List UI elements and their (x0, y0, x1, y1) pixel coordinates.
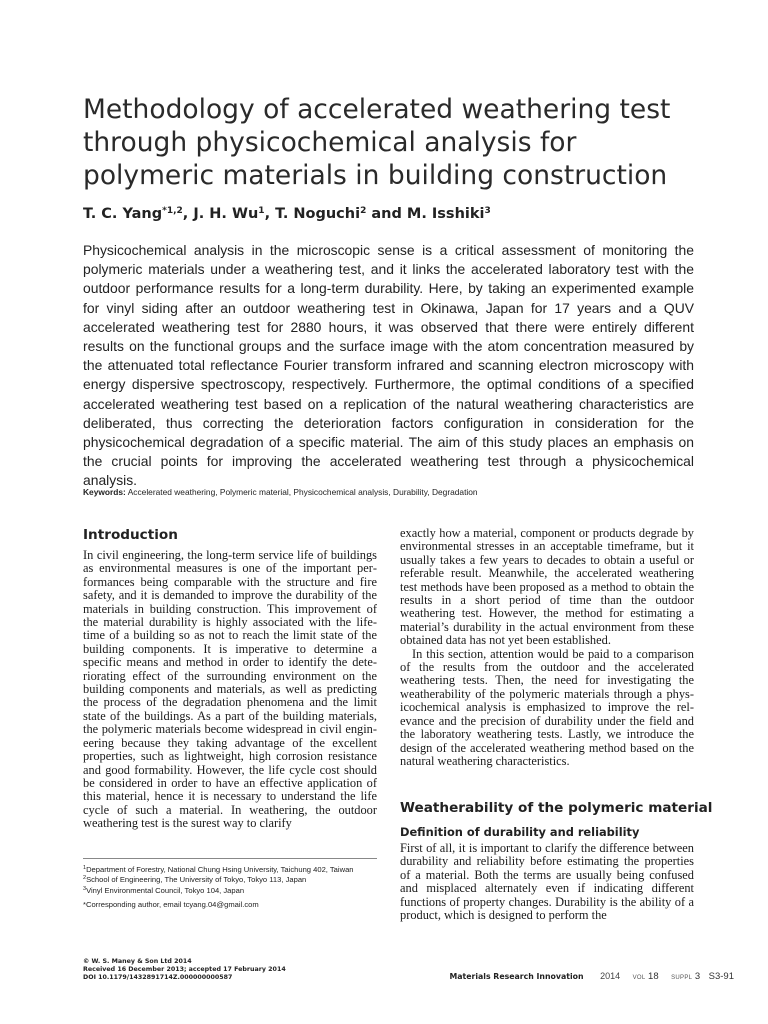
footnotes (83, 864, 377, 910)
keywords-label: Keywords: (83, 487, 126, 497)
author-name: T. C. Yang (83, 206, 163, 222)
footnote-affiliation (83, 885, 377, 895)
footnote-text: School of Engineering, The University of Tokyo, Tokyo 113, Japan (86, 875, 307, 885)
body-paragraph: In this section, attention would be paid to a comparison of the results from the outdoor and the accelerated weathering tests. Then, the need for investigating the weatherability of the polymeric materials through a physicochemical analysis is emphasized to improve the relevance and the precision of durability under the field and the laboratory weathering tests. Lastly, we introduce the design of the accelerated weathering method based on the natural weathering characteristics. (400, 646, 694, 768)
received-dates: Received 16 December 2013; accepted 17 February 2014 (83, 966, 286, 974)
footnote-mark: 3 (83, 885, 87, 892)
section-heading-weatherability: Weatherability of the polymeric material (400, 800, 713, 816)
footnote-text: Vinyl Environmental Council, Tokyo 104, Japan (86, 885, 245, 895)
author-list (83, 206, 703, 222)
subsection-heading-durability: Definition of durability and reliability (400, 825, 640, 839)
keywords (83, 487, 723, 497)
footnote-text: Department of Forestry, National Chung Hsing University, Taichung 402, Taiwan (86, 865, 354, 874)
footnote-mark: 2 (83, 875, 87, 882)
journal-year: 2014 (600, 971, 621, 981)
body-paragraph: First of all, it is important to clarify the difference between durability and reliability before estimating the properties of a material. Both the terms are usually being confused and misplaced alternately even if indicating different functions of property changes. Durability is the ability of a product, which is designed to perform the (400, 841, 694, 923)
section-heading-introduction: Introduction (83, 527, 178, 543)
keywords-list: Accelerated weathering, Polymeric material, Physicochemical analysis, Durability, Degradation (127, 487, 478, 497)
supplement-label: SUPPL (671, 975, 693, 981)
abstract: Physicochemical analysis in the microscopic sense is a critical assessment of monitoring the polymeric materials under a weathering test, and it links the accelerated laboratory test with the outdoor performance results for a long-term durability. Here, by taking an experimented example for vinyl siding after an outdoor weathering test in Okinawa, Japan for 17 years and a QUV accelerated weathering test for 2880 hours, it was observed that there were entirely different results on the functional groups and the surface image with the atom concentration measured by the attenuated total reflectance Fourier transform infrared and scanning electron microscopy with energy dispersive spectroscopy, respectively. Furthermore, the optimal conditions of a specified accelerated weathering test based on a replication of the natural weathering characteristics are deliberated, thus correcting the deterioration factors configuration in consideration for the physicochemical degradation of a specific material. The aim of this study places an emphasis on the crucial points for improving the accelerated weathering test through a physicochemical analysis. (83, 242, 694, 489)
body-paragraph: In civil engineering, the long-term service life of buildings as environmental measures is one of the important performances being comparable with the structure and fire safety, and it is demanded to improve the durability of the materials in building construction. This improvement of the material durability is highly associated with the lifetime of a building so as not to reach the limit state of the building components. It is imperative to determine a specific means and method in order to identify the deteriorating effect of the surrounding environment on the building components and materials, as well as predicting the process of the degradation phenomena and the limit state of the buildings. As a part of the building materials, the polymeric materials become widespread in civil engineering because they taking advantage of the excellent properties, such as lightweight, high corrosion resistance and good formability. However, the life cycle cost should be considered in order to have an effective application of this material, hence it is necessary to understand the life cycle of such a material. In weathering, the outdoor weathering test is the surest way to clarify (83, 548, 377, 831)
body-paragraph: exactly how a material, component or products degrade by environmental stresses in an acceptable timeframe, but it usually takes a few years to decades to obtain a useful or referable result. Meanwhile, the accelerated weathering test methods have been proposed as a method to obtain the results in a short period of time than the outdoor weathering test. However, the method for estimating a material’s durability in the actual environment from these obtained data has not yet been established. (400, 526, 694, 648)
footnote-mark: 1 (83, 865, 87, 871)
author-name: T. Noguchi (275, 206, 361, 222)
right-column-lower (400, 842, 694, 922)
author-affiliation-mark: 3 (484, 206, 491, 216)
volume-label: VOL (632, 975, 646, 981)
left-column (83, 527, 377, 831)
doi: DOI 10.1179/1432891714Z.000000000587 (83, 974, 233, 982)
footnote-affiliation (83, 874, 377, 884)
corresponding-author: *Corresponding author, email tcyang.04@gmail.com (83, 900, 259, 910)
supplement-number: 3 (694, 971, 701, 982)
right-column (400, 527, 694, 768)
footnote-divider (83, 858, 377, 859)
copyright: © W. S. Maney & Son Ltd 2014 (83, 958, 192, 965)
author-affiliation-mark: 1 (258, 206, 265, 216)
article-title: Methodology of accelerated weathering test through physicochemical analysis for polymeric materials in building construction (83, 94, 671, 191)
author-affiliation-mark: *1,2 (162, 206, 183, 216)
journal-footer (449, 971, 734, 982)
author-separator: and (366, 206, 407, 222)
author-affiliation-mark: 2 (360, 206, 367, 216)
volume-number: 18 (648, 971, 659, 982)
page-number: S3-91 (708, 971, 734, 982)
author-separator: , (264, 206, 276, 222)
author-name: J. H. Wu (193, 206, 259, 222)
journal-name: Materials Research Innovation (449, 972, 584, 981)
author-separator: , (182, 206, 194, 222)
publication-info (83, 958, 343, 983)
author-name: M. Isshiki (406, 206, 485, 222)
footnote-affiliation (83, 864, 377, 874)
